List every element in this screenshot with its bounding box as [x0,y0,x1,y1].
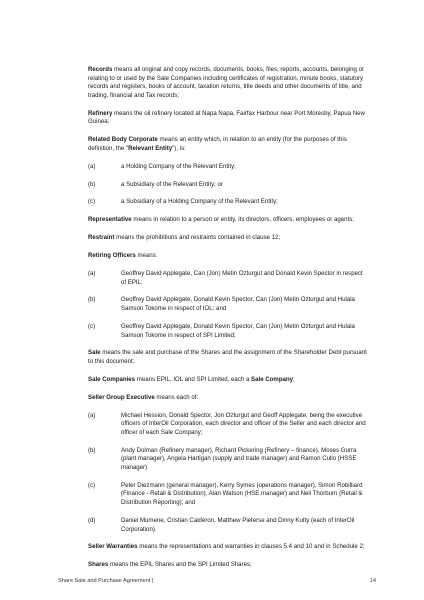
definitions-body [88,66,368,579]
defined-term: Representative [88,216,132,224]
definition-seller-group-executive [88,394,368,403]
definition-text: means all original and copy records, documents, books, files, reports, accounts, belonging or relating to or used by the Sale Companies including certificates of registration, minute books, statutory records and registers, books of account, taxation returns, title deeds and other documents of title, and trading, financial and Tax records; [88,66,365,99]
definition-text: means in relation to a person or entity, its directors, officers, employees or agents; [131,216,355,224]
definition-text: means the EPIL Shares and the SPI Limited Shares; [108,561,252,569]
page-number: 14 [369,578,376,584]
definition-text: means the prohibitions and restraints contained in clause 12; [114,234,281,242]
item-label: (d) [88,516,96,524]
defined-term: Retiring Officers [88,252,136,260]
list-item [88,181,368,190]
defined-term: Shares [88,561,109,569]
definition-text: means each of: [154,393,199,401]
item-label: (a) [88,411,96,419]
definition-shares [88,561,368,570]
definition-text: means the representations and warranties in clauses 5.4 and 10 and in Schedule 2; [137,543,365,551]
definition-text: means EPIL, IOL and SPI Limited, each a [135,375,252,383]
defined-term: Records [88,66,113,73]
item-label: (c) [88,198,96,206]
item-text: Daniel Mumene, Cristian Calderon, Matthew Pieterse and Dinny Kutty (each of InterOil Corporation). [121,516,355,533]
defined-term: Restraint [88,234,115,242]
definition-sale-companies [88,376,368,385]
defined-term: Seller Group Executive [88,393,155,401]
list-item [88,163,368,172]
item-label: (c) [88,322,96,330]
defined-term: Sale Companies [88,375,136,383]
defined-term: Seller Warranties [88,543,138,551]
list-item [88,482,368,508]
inner-defined-term: Sale Company [251,375,294,383]
list-item [88,447,368,473]
footer-document-title: Share Sale and Purchase Agreement | [58,578,154,584]
item-label: (a) [88,269,96,277]
item-text: Andy Dolman (Refinery manager), Richard Pickering (Refinery – finance), Moses Gurra (plant manager), Angela Hartigan (supply and trade manager) and Ramon Cullo (HSSE manager) [121,446,357,471]
item-label: (b) [88,296,96,304]
item-text: a Subsidiary of a Holding Company of the Relevant Entity; [121,198,278,206]
item-text: Geoffrey David Applegate, Can (Jon) Metin Ozturgut and Donald Kevin Spector in respect of EPIL; [121,269,363,286]
definition-text: means: [135,252,158,260]
item-text: Peter Diezmann (general manager), Kerry Symes (operations manager), Simon Robilliard (Finance - Retail & Distribution), Alan Watson (HSE manager) and Neil Thorburn (Retail & Distribution Reporting); and [121,481,363,507]
item-label: (c) [88,481,96,489]
defined-term: Related Body Corporate [88,136,158,144]
definition-seller-warranties [88,543,368,552]
definition-text: means the oil refinery located at Napa Napa, Fairfax Harbour near Port Moresby, Papua New Guinea; [88,109,365,126]
defined-term: Refinery [88,109,113,117]
item-label: (a) [88,162,96,170]
definition-text: means an entity which, in relation to an entity (for the purposes of this definition, the " [88,136,347,152]
item-text: a Holding Company of the Relevant Entity; [121,162,236,170]
list-item [88,296,368,313]
item-label: (b) [88,180,96,188]
definition-representative [88,216,368,225]
item-text: a Subsidiary of the Relevant Entity; or [121,180,223,188]
item-label: (b) [88,446,96,454]
definition-text: "), is: [172,144,186,152]
definition-restraint [88,234,368,243]
defined-term: Sale [88,349,101,357]
definition-records [88,66,368,100]
list-item [88,517,368,534]
definition-text: ; [293,375,295,383]
item-text: Geoffrey David Applegate, Donald Kevin Spector, Can (Jon) Metin Ozturgut and Hulala Samson Tokome in respect of SPI Limited; [121,322,355,339]
list-item [88,270,368,287]
definition-related-body-corporate [88,136,368,153]
item-text: Michael Hession, Donald Spector, Jon Ozturgut and Geoff Applegate, being the executive officers of InterOil Corporation, each director and officer of the Seller and each director and officer of each Sale Company; [121,411,366,436]
definition-retiring-officers [88,252,368,261]
definition-sale [88,349,368,366]
definition-refinery [88,110,368,127]
list-item [88,412,368,438]
inner-defined-term: Relevant Entity [128,144,173,152]
list-item [88,323,368,340]
definition-text: means the sale and purchase of the Shares and the assignment of the Shareholder Debt pursuant to this document; [88,349,367,366]
item-text: Geoffrey David Applegate, Donald Kevin Spector, Can (Jon) Metin Ozturgut and Hulala Samson Tokome in respect of IOL; and [121,296,355,313]
list-item [88,198,368,207]
